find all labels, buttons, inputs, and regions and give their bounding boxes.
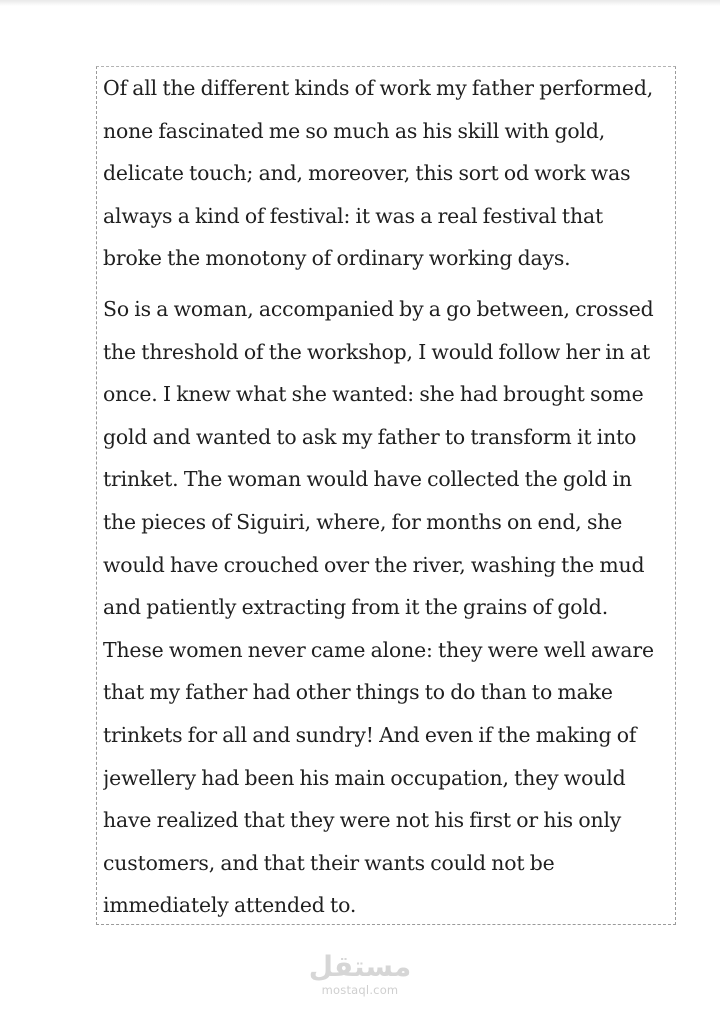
text-line: gold and wanted to ask my father to transform it into xyxy=(103,424,637,449)
text-line: delicate touch; and, moreover, this sort od work was xyxy=(103,161,631,186)
document-text xyxy=(103,67,675,927)
text-line: broke the monotony of ordinary working days. xyxy=(103,246,571,271)
text-line: jewellery had been his main occupation, they would xyxy=(103,765,626,790)
text-line: none fascinated me so much as his skill with gold, xyxy=(103,118,606,143)
text-line: Of all the different kinds of work my father performed, xyxy=(103,76,654,100)
paragraph-2 xyxy=(103,288,675,927)
text-line: the threshold of the workshop, I would follow her in at xyxy=(103,339,651,364)
text-line: always a kind of festival: it was a real festival that xyxy=(103,203,603,228)
paragraph-1 xyxy=(103,67,675,280)
text-line: trinket. The woman would have collected the gold in xyxy=(103,467,632,492)
text-line: These women never came alone: they were well aware xyxy=(103,637,654,662)
text-line: immediately attended to. xyxy=(103,893,357,918)
paragraph-spacer xyxy=(103,280,675,288)
text-line: customers, and that their wants could not be xyxy=(103,850,555,875)
text-line: and patiently extracting from it the grains of gold. xyxy=(103,595,609,620)
watermark-site: mostaql.com xyxy=(321,983,399,997)
watermark xyxy=(300,950,420,996)
text-line: trinkets for all and sundry! And even if the making of xyxy=(103,722,637,747)
text-line: have realized that they were not his first or his only xyxy=(103,808,622,833)
text-line: that my father had other things to do than to make xyxy=(103,680,613,705)
watermark-logo: مستقل xyxy=(308,950,412,983)
text-line: would have crouched over the river, washing the mud xyxy=(103,552,645,577)
text-line: once. I knew what she wanted: she had brought some xyxy=(103,382,644,407)
page-top-edge xyxy=(0,0,720,6)
text-line: the pieces of Siguiri, where, for months on end, she xyxy=(103,509,623,534)
text-line: So is a woman, accompanied by a go between, crossed xyxy=(103,296,654,321)
